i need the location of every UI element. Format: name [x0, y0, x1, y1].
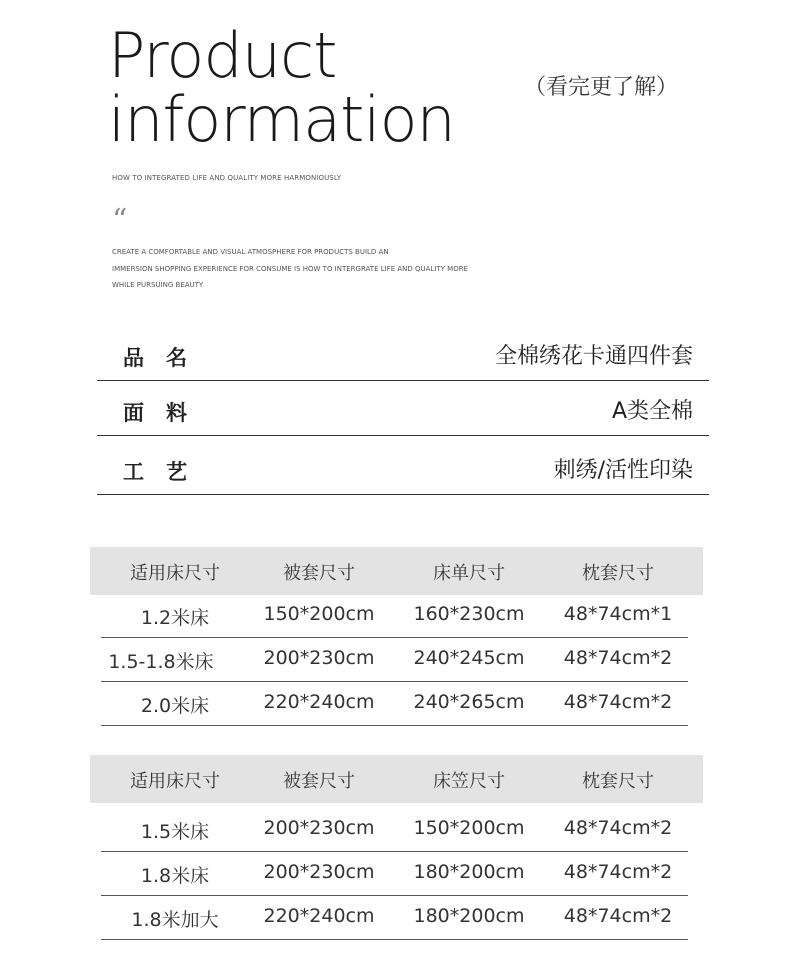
description-line: CREATE A COMFORTABLE AND VISUAL ATMOSPHERE FOR PRODUCTS BUILD AN	[112, 248, 389, 256]
tagline: HOW TO INTEGRATED LIFE AND QUALITY MORE HARMONIOUSLY	[112, 174, 342, 182]
info-label: 工艺	[123, 460, 209, 484]
table-cell: 160*230cm	[413, 603, 525, 625]
table-header-cell: 床单尺寸	[433, 563, 505, 584]
table-cell: 48*74cm*2	[563, 691, 673, 713]
row-divider	[101, 725, 688, 727]
table-cell: 1.2米床	[140, 607, 210, 629]
table-header	[90, 755, 703, 803]
table-header-cell: 枕套尺寸	[582, 563, 654, 584]
table-cell: 1.5米床	[140, 821, 210, 843]
table-header-cell: 被套尺寸	[283, 771, 355, 792]
table-header-cell: 适用床尺寸	[130, 771, 220, 792]
info-label: 品名	[123, 346, 209, 370]
table-cell: 200*230cm	[263, 647, 375, 669]
table-cell: 180*200cm	[413, 861, 525, 883]
info-label: 面料	[123, 401, 209, 425]
page-title	[108, 19, 455, 156]
table-header-cell: 枕套尺寸	[582, 771, 654, 792]
page-title-line-1: Product	[108, 19, 337, 92]
info-value: 全棉绣花卡通四件套	[494, 344, 693, 369]
info-value: A类全棉	[611, 399, 693, 424]
table-cell: 1.8米加大	[131, 909, 219, 931]
table-row	[0, 594, 790, 638]
table-cell: 150*200cm	[413, 817, 525, 839]
table-cell: 1.8米床	[140, 865, 210, 887]
table-cell: 180*200cm	[413, 905, 525, 927]
table-row	[0, 852, 790, 896]
description	[112, 244, 532, 294]
table-cell: 48*74cm*2	[563, 817, 673, 839]
info-row-name	[97, 337, 709, 381]
table-cell: 2.0米床	[140, 695, 210, 717]
table-cell: 240*265cm	[413, 691, 525, 713]
table-cell: 200*230cm	[263, 861, 375, 883]
table-header-cell: 床笠尺寸	[433, 771, 505, 792]
table-row	[0, 808, 790, 852]
table-cell: 48*74cm*2	[563, 647, 673, 669]
table-cell: 220*240cm	[263, 691, 375, 713]
page-title-line-2: information	[108, 83, 455, 156]
table-row	[0, 896, 790, 940]
table-cell: 48*74cm*1	[563, 603, 673, 625]
description-line: IMMERSION SHOPPING EXPERIENCE FOR CONSUME IS HOW TO INTERGRATE LIFE AND QUALITY MORE	[112, 264, 468, 273]
info-row-fabric	[97, 392, 709, 436]
table-cell: 240*245cm	[413, 647, 525, 669]
table-cell: 48*74cm*2	[563, 905, 673, 927]
table-cell: 200*230cm	[263, 817, 375, 839]
table-header-cell: 适用床尺寸	[130, 563, 220, 584]
table-row	[0, 682, 790, 726]
page-subtitle: （看完更了解）	[524, 75, 679, 100]
table-cell: 220*240cm	[263, 905, 375, 927]
table-header	[90, 547, 703, 595]
table-header-cell: 被套尺寸	[283, 563, 355, 584]
row-divider	[101, 939, 688, 941]
info-row-craft	[97, 451, 709, 495]
table-row	[0, 638, 790, 682]
description-line: WHILE PURSUING BEAUTY	[112, 281, 204, 289]
table-cell: 1.5-1.8米床	[108, 651, 214, 673]
info-value: 刺绣/活性印染	[553, 458, 693, 483]
quote-icon: “	[112, 203, 128, 238]
table-cell: 150*200cm	[263, 603, 375, 625]
table-cell: 48*74cm*2	[563, 861, 673, 883]
